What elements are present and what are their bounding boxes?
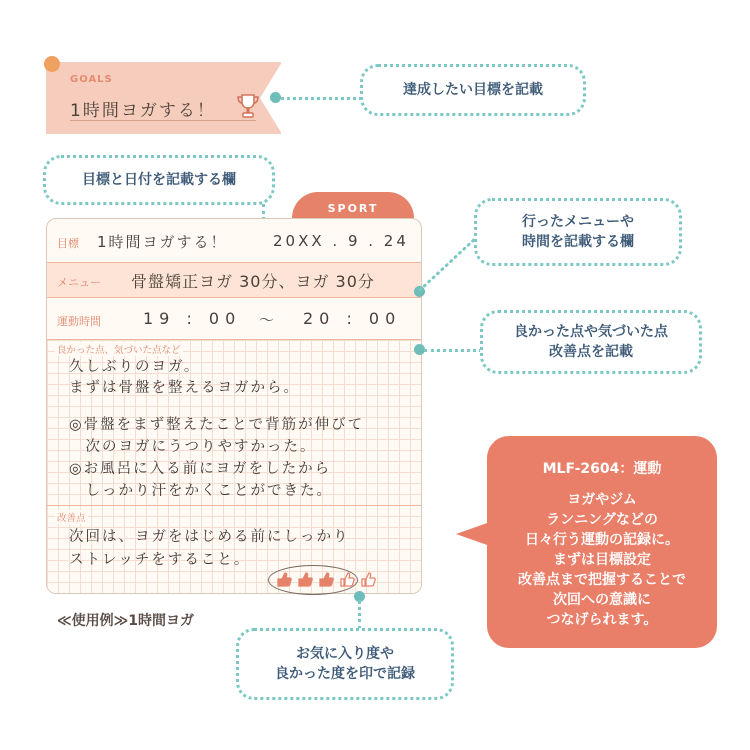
goals-underline (70, 120, 256, 121)
notebook-card (46, 218, 422, 594)
goals-banner (46, 62, 281, 134)
thumbs-up-icon (360, 571, 377, 588)
connector-goal (276, 97, 362, 100)
good-line-5: ◎お風呂に入る前にヨガをしたから (69, 461, 332, 477)
connector-rating (358, 600, 361, 630)
goal-row-label: 目標 (57, 237, 79, 250)
callout-notes-text: 良かった点や気づいた点 改善点を記載 (514, 323, 668, 360)
callout-notes (480, 310, 702, 374)
good-line-6: しっかり汗をかくことができた。 (69, 483, 333, 499)
improve-line-2: ストレッチをすること。 (69, 552, 251, 568)
time-end: 20 : 00 (303, 309, 402, 328)
goals-text: 1時間ヨガする！ (70, 101, 216, 121)
thumbs-up-icon (339, 571, 356, 588)
date-value: 20XX . 9 . 24 (273, 232, 409, 250)
thumbs-up-icon-marked (318, 571, 335, 588)
menu-row (47, 263, 421, 298)
callout-date (43, 155, 275, 205)
sport-label: SPORT (327, 202, 379, 215)
bubble-body: ヨガやジム ランニングなどの 日々行う運動の記録に。 まずは目標設定 改善点まで把握することで 次回への意識に つなげられます。 (518, 492, 686, 628)
bubble-tail (456, 522, 490, 546)
good-line-2: まずは骨盤を整えるヨガから。 (69, 380, 300, 396)
goals-label: GOALS (70, 74, 113, 85)
improve-divider (47, 505, 421, 506)
good-line-4: 次のヨガにうつりやすかった。 (69, 439, 317, 455)
improve-label: 改善点 (55, 510, 88, 524)
menu-row-label: メニュー (57, 276, 101, 289)
product-bubble (487, 436, 717, 648)
callout-rating-text: お気に入り度や 良かった度を印で記録 (275, 645, 415, 682)
callout-goal (360, 64, 586, 116)
connector-menu (418, 232, 482, 294)
callout-menu (474, 198, 682, 266)
menu-row-value: 骨盤矯正ヨガ 30分、ヨガ 30分 (131, 272, 375, 291)
callout-menu-text: 行ったメニューや 時間を記載する欄 (522, 213, 634, 250)
time-row-label: 運動時間 (57, 315, 101, 328)
time-row (47, 298, 421, 340)
callout-date-text: 目標と日付を記載する欄 (82, 171, 236, 188)
usage-caption: ≪使用例≫1時間ヨガ (57, 613, 195, 629)
good-line-1: 久しぶりのヨガ。 (69, 359, 201, 375)
goals-pin-dot (44, 56, 60, 72)
time-start: 19 : 00 (143, 309, 242, 328)
good-line-3: ◎骨盤をまず整えたことで背筋が伸びて (69, 417, 365, 433)
time-separator: ～ (259, 311, 277, 329)
goal-row-value: 1時間ヨガする！ (97, 233, 228, 251)
goal-row (47, 219, 421, 263)
trophy-icon (236, 92, 260, 120)
bubble-title: MLF-2604：運動 (542, 461, 662, 477)
thumbs-up-icon-marked (276, 571, 293, 588)
connector-dot-goal (270, 92, 281, 103)
good-points-label: 良かった点、気づいた点など (55, 342, 183, 356)
callout-goal-text: 達成したい目標を記載 (403, 81, 543, 98)
callout-rating (236, 628, 454, 700)
improve-line-1: 次回は、ヨガをはじめる前にしっかり (69, 529, 350, 545)
thumbs-up-icon-marked (297, 571, 314, 588)
connector-notes (424, 349, 482, 352)
